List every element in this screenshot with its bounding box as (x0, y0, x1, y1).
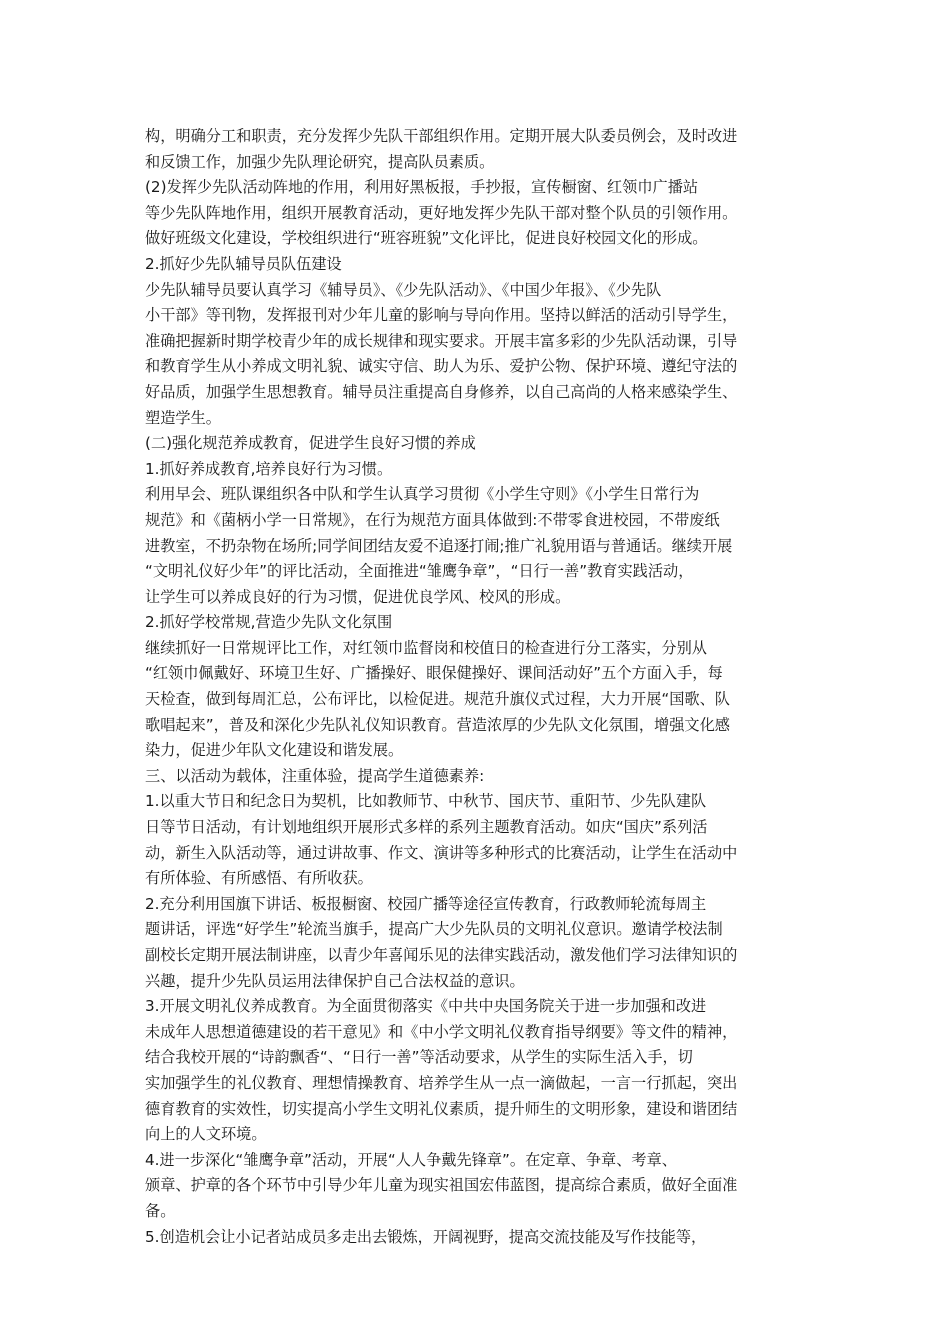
text-line: 结合我校开展的“诗韵飘香“、“日行一善”等活动要求，从学生的实际生活入手，切 (145, 1048, 693, 1067)
text-line: 1.以重大节日和纪念日为契机，比如教师节、中秋节、国庆节、重阳节、少先队建队 (145, 792, 707, 811)
text-line: 规范》和《菌柄小学一日常规》，在行为规范方面具体做到:不带零食进校园，不带废纸 (145, 510, 720, 529)
text-line: 德育教育的实效性，切实提高小学生文明礼仪素质，提升师生的文明形象，建设和谐团结 (145, 1099, 738, 1118)
text-line: 构，明确分工和职责，充分发挥少先队干部组织作用。定期开展大队委员例会，及时改进 (145, 127, 738, 145)
text-line: 利用早会、班队课组织各中队和学生认真学习贯彻《小学生守则》《小学生日常行为 (145, 485, 700, 504)
text-line: 塑造学生。 (145, 408, 221, 427)
text-line: 准确把握新时期学校青少年的成长规律和现实要求。开展丰富多彩的少先队活动课，引导 (145, 331, 738, 350)
text-line: 继续抓好一日常规评比工作，对红领巾监督岗和校值日的检查进行分工落实，分别从 (145, 638, 707, 657)
text-line: 让学生可以养成良好的行为习惯，促进优良学风、校风的形成。 (145, 587, 571, 606)
document-body (145, 124, 810, 1250)
text-line: “文明礼仪好少年”的评比活动，全面推进“雏鹰争章”，“日行一善”教育实践活动， (145, 562, 694, 581)
text-line: 和反馈工作，加强少先队理论研究，提高队员素质。 (145, 152, 495, 171)
text-line: 歌唱起来”，普及和深化少先队礼仪知识教育。营造浓厚的少先队文化氛围，增强文化感 (145, 715, 730, 734)
text-line: 副校长定期开展法制讲座，以青少年喜闻乐见的法律实践活动，激发他们学习法律知识的 (145, 946, 738, 964)
text-line: 2.充分利用国旗下讲话、板报橱窗、校园广播等途径宣传教育，行政教师轮流每周主 (145, 894, 707, 913)
text-line: (2)发挥少先队活动阵地的作用，利用好黑板报，手抄报，宣传橱窗、红领巾广播站 (145, 178, 699, 197)
text-line: 少先队辅导员要认真学习《辅导员》、《少先队活动》、《中国少年报》、《少先队 (145, 280, 662, 299)
text-line: 动，新生入队活动等，通过讲故事、作文、演讲等多种形式的比赛活动，让学生在活动中 (145, 843, 738, 862)
text-line: 备。 (145, 1201, 176, 1220)
text-line: 2.抓好学校常规,营造少先队文化氛围 (145, 613, 393, 632)
text-line: 和教育学生从小养成文明礼貌、诚实守信、助人为乐、爱护公物、保护环境、遵纪守法的 (145, 357, 738, 376)
text-line: 小干部》等刊物，发挥报刊对少年儿童的影响与导向作用。坚持以鲜活的活动引导学生， (145, 306, 738, 325)
text-line: 有所体验、有所感悟、有所收获。 (145, 869, 373, 888)
text-line: 5.创造机会让小记者站成员多走出去锻炼，开阔视野，提高交流技能及写作技能等， (145, 1227, 707, 1246)
text-line: 1.抓好养成教育,培养良好行为习惯。 (145, 459, 393, 478)
text-line: “红领巾佩戴好、环境卫生好、广播操好、眼保健操好、课间活动好”五个方面入手，每 (145, 664, 723, 683)
text-line: 题讲话，评选“好学生”轮流当旗手，提高广大少先队员的文明礼仪意识。邀请学校法制 (145, 920, 723, 939)
text-line: 未成年人思想道德建设的若干意见》和《中小学文明礼仪教育指导纲要》等文件的精神， (145, 1022, 738, 1041)
text-line: 进教室，不扔杂物在场所;同学间团结友爱不追逐打闹;推广礼貌用语与普通话。继续开展 (145, 536, 733, 555)
text-line: 向上的人文环境。 (145, 1125, 267, 1144)
text-line: 天检查，做到每周汇总，公布评比，以检促进。规范升旗仪式过程，大力开展“国歌、队 (145, 690, 730, 709)
text-line: 等少先队阵地作用，组织开展教育活动，更好地发挥少先队干部对整个队员的引领作用。 (145, 203, 738, 222)
text-line: 兴趣，提升少先队员运用法律保护自己合法权益的意识。 (145, 971, 525, 990)
text-line: 颁章、护章的各个环节中引导少年儿童为现实祖国宏伟蓝图，提高综合素质，做好全面准 (145, 1176, 738, 1195)
text-line: 染力，促进少年队文化建设和谐发展。 (145, 741, 404, 760)
text-line: 实加强学生的礼仪教育、理想情操教育、培养学生从一点一滴做起，一言一行抓起，突出 (145, 1073, 738, 1092)
text-line: 日等节日活动，有计划地组织开展形式多样的系列主题教育活动。如庆“国庆”系列活 (145, 818, 708, 837)
text-line: 2.抓好少先队辅导员队伍建设 (145, 254, 342, 273)
text-line: 好品质，加强学生思想教育。辅导员注重提高自身修养，以自己高尚的人格来感染学生、 (145, 382, 738, 401)
text-line: (二)强化规范养成教育，促进学生良好习惯的养成 (145, 434, 476, 453)
text-line: 4.进一步深化“雏鹰争章”活动，开展“人人争戴先锋章”。在定章、争章、考章、 (145, 1150, 677, 1169)
text-line: 做好班级文化建设，学校组织进行“班容班貌”文化评比，促进良好校园文化的形成。 (145, 229, 708, 248)
text-line: 三、以活动为载体，注重体验，提高学生道德素养: (145, 766, 485, 785)
text-line: 3.开展文明礼仪养成教育。为全面贯彻落实《中共中央国务院关于进一步加强和改进 (145, 997, 707, 1016)
